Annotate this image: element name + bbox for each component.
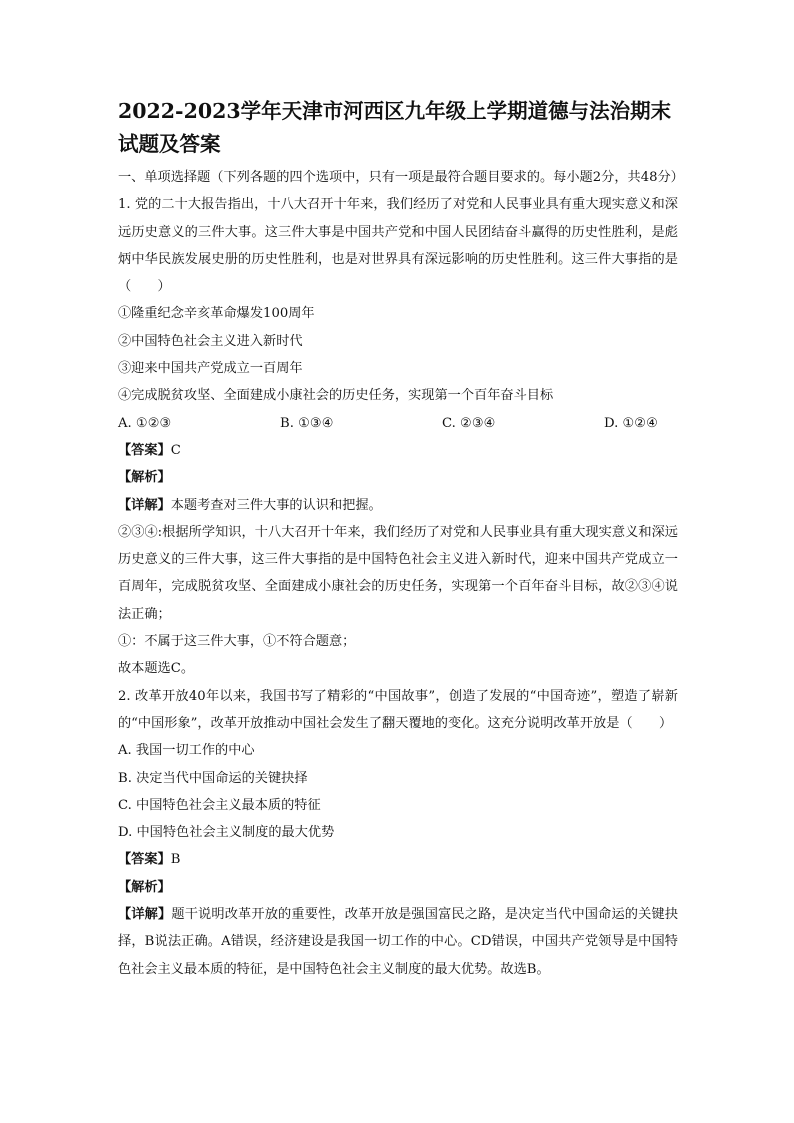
question-1 (118, 191, 678, 682)
option-a: A. 我国一切工作的中心 (118, 743, 255, 759)
option-a: A. ①②③ (118, 415, 172, 431)
page-title: 2022-2023学年天津市河西区九年级上学期道德与法治期末试题及答案 (118, 99, 672, 156)
statement-item: ③迎来中国共产党成立一百周年 (118, 361, 303, 377)
detail-text: 本题考查对三件大事的认识和把握。 (170, 497, 382, 513)
option-d: D. ①②④ (604, 415, 658, 431)
explanation-paragraph: 故本题选C。 (118, 661, 195, 677)
question-2 (118, 683, 678, 983)
answer-options (118, 410, 678, 437)
explanation-paragraph: ①：不属于这三件大事，①不符合题意； (118, 634, 356, 650)
document-content (118, 95, 684, 983)
section-heading: 一、单项选择题（下列各题的四个选项中，只有一项是最符合题目要求的。每小题2分，共48分） (118, 170, 684, 185)
detail-line (118, 492, 678, 519)
answer-line (118, 437, 678, 464)
explanation-paragraph: ②③④:根据所学知识，十八大召开十年来，我们经历了对党和人民事业具有重大现实意义和深远历史意义的三件大事，这三件大事指的是中国特色社会主义进入新时代，迎来中国共产党成立一百周年，完成脱贫攻坚、全面建成小康社会的历史任务，实现第一个百年奋斗目标，故②③④说法正确； (118, 524, 678, 622)
answer-tag: 【答案】 (118, 852, 171, 868)
statement-item: ④完成脱贫攻坚、全面建成小康社会的历史任务，实现第一个百年奋斗目标 (118, 388, 554, 404)
statement-item: ①隆重纪念辛亥革命爆发100周年 (118, 306, 315, 322)
question-stem: 1. 党的二十大报告指出，十八大召开十年来，我们经历了对党和人民事业具有重大现实意义和深远历史意义的三件大事。这三件大事是中国共产党和中国人民团结奋斗赢得的历史性胜利，是彪炳中华民族发展史册的历史性胜利，也是对世界具有深远影响的历史性胜利。这三件大事指的是（ ） (118, 197, 678, 295)
statement-item: ②中国特色社会主义进入新时代 (118, 333, 303, 349)
answer-value: B (170, 852, 181, 868)
analysis-tag: 【解析】 (118, 879, 171, 895)
answer-value: C (170, 442, 181, 458)
option-b: B. ①③④ (280, 415, 334, 431)
option-d: D. 中国特色社会主义制度的最大优势 (118, 825, 335, 841)
detail-tag: 【详解】 (118, 497, 171, 513)
detail-text: 题干说明改革开放的重要性，改革开放是强国富民之路，是决定当代中国命运的关键抉择，B说法正确。A错误，经济建设是我国一切工作的中心。CD错误，中国共产党领导是中国特色社会主义最本质的特征，是中国特色社会主义制度的最大优势。故选B。 (118, 907, 679, 977)
option-c: C. ②③④ (442, 415, 496, 431)
detail-line (118, 901, 678, 983)
analysis-tag: 【解析】 (118, 470, 171, 486)
question-stem: 2. 改革开放40年以来，我国书写了精彩的“中国故事”，创造了发展的“中国奇迹”，塑造了崭新的“中国形象”，改革开放推动中国社会发生了翻天覆地的变化。这充分说明改革开放是（ ） (118, 688, 678, 731)
answer-line (118, 846, 678, 873)
option-c: C. 中国特色社会主义最本质的特征 (118, 797, 321, 813)
option-b: B. 决定当代中国命运的关键抉择 (118, 770, 308, 786)
detail-tag: 【详解】 (118, 907, 172, 923)
answer-tag: 【答案】 (118, 442, 171, 458)
